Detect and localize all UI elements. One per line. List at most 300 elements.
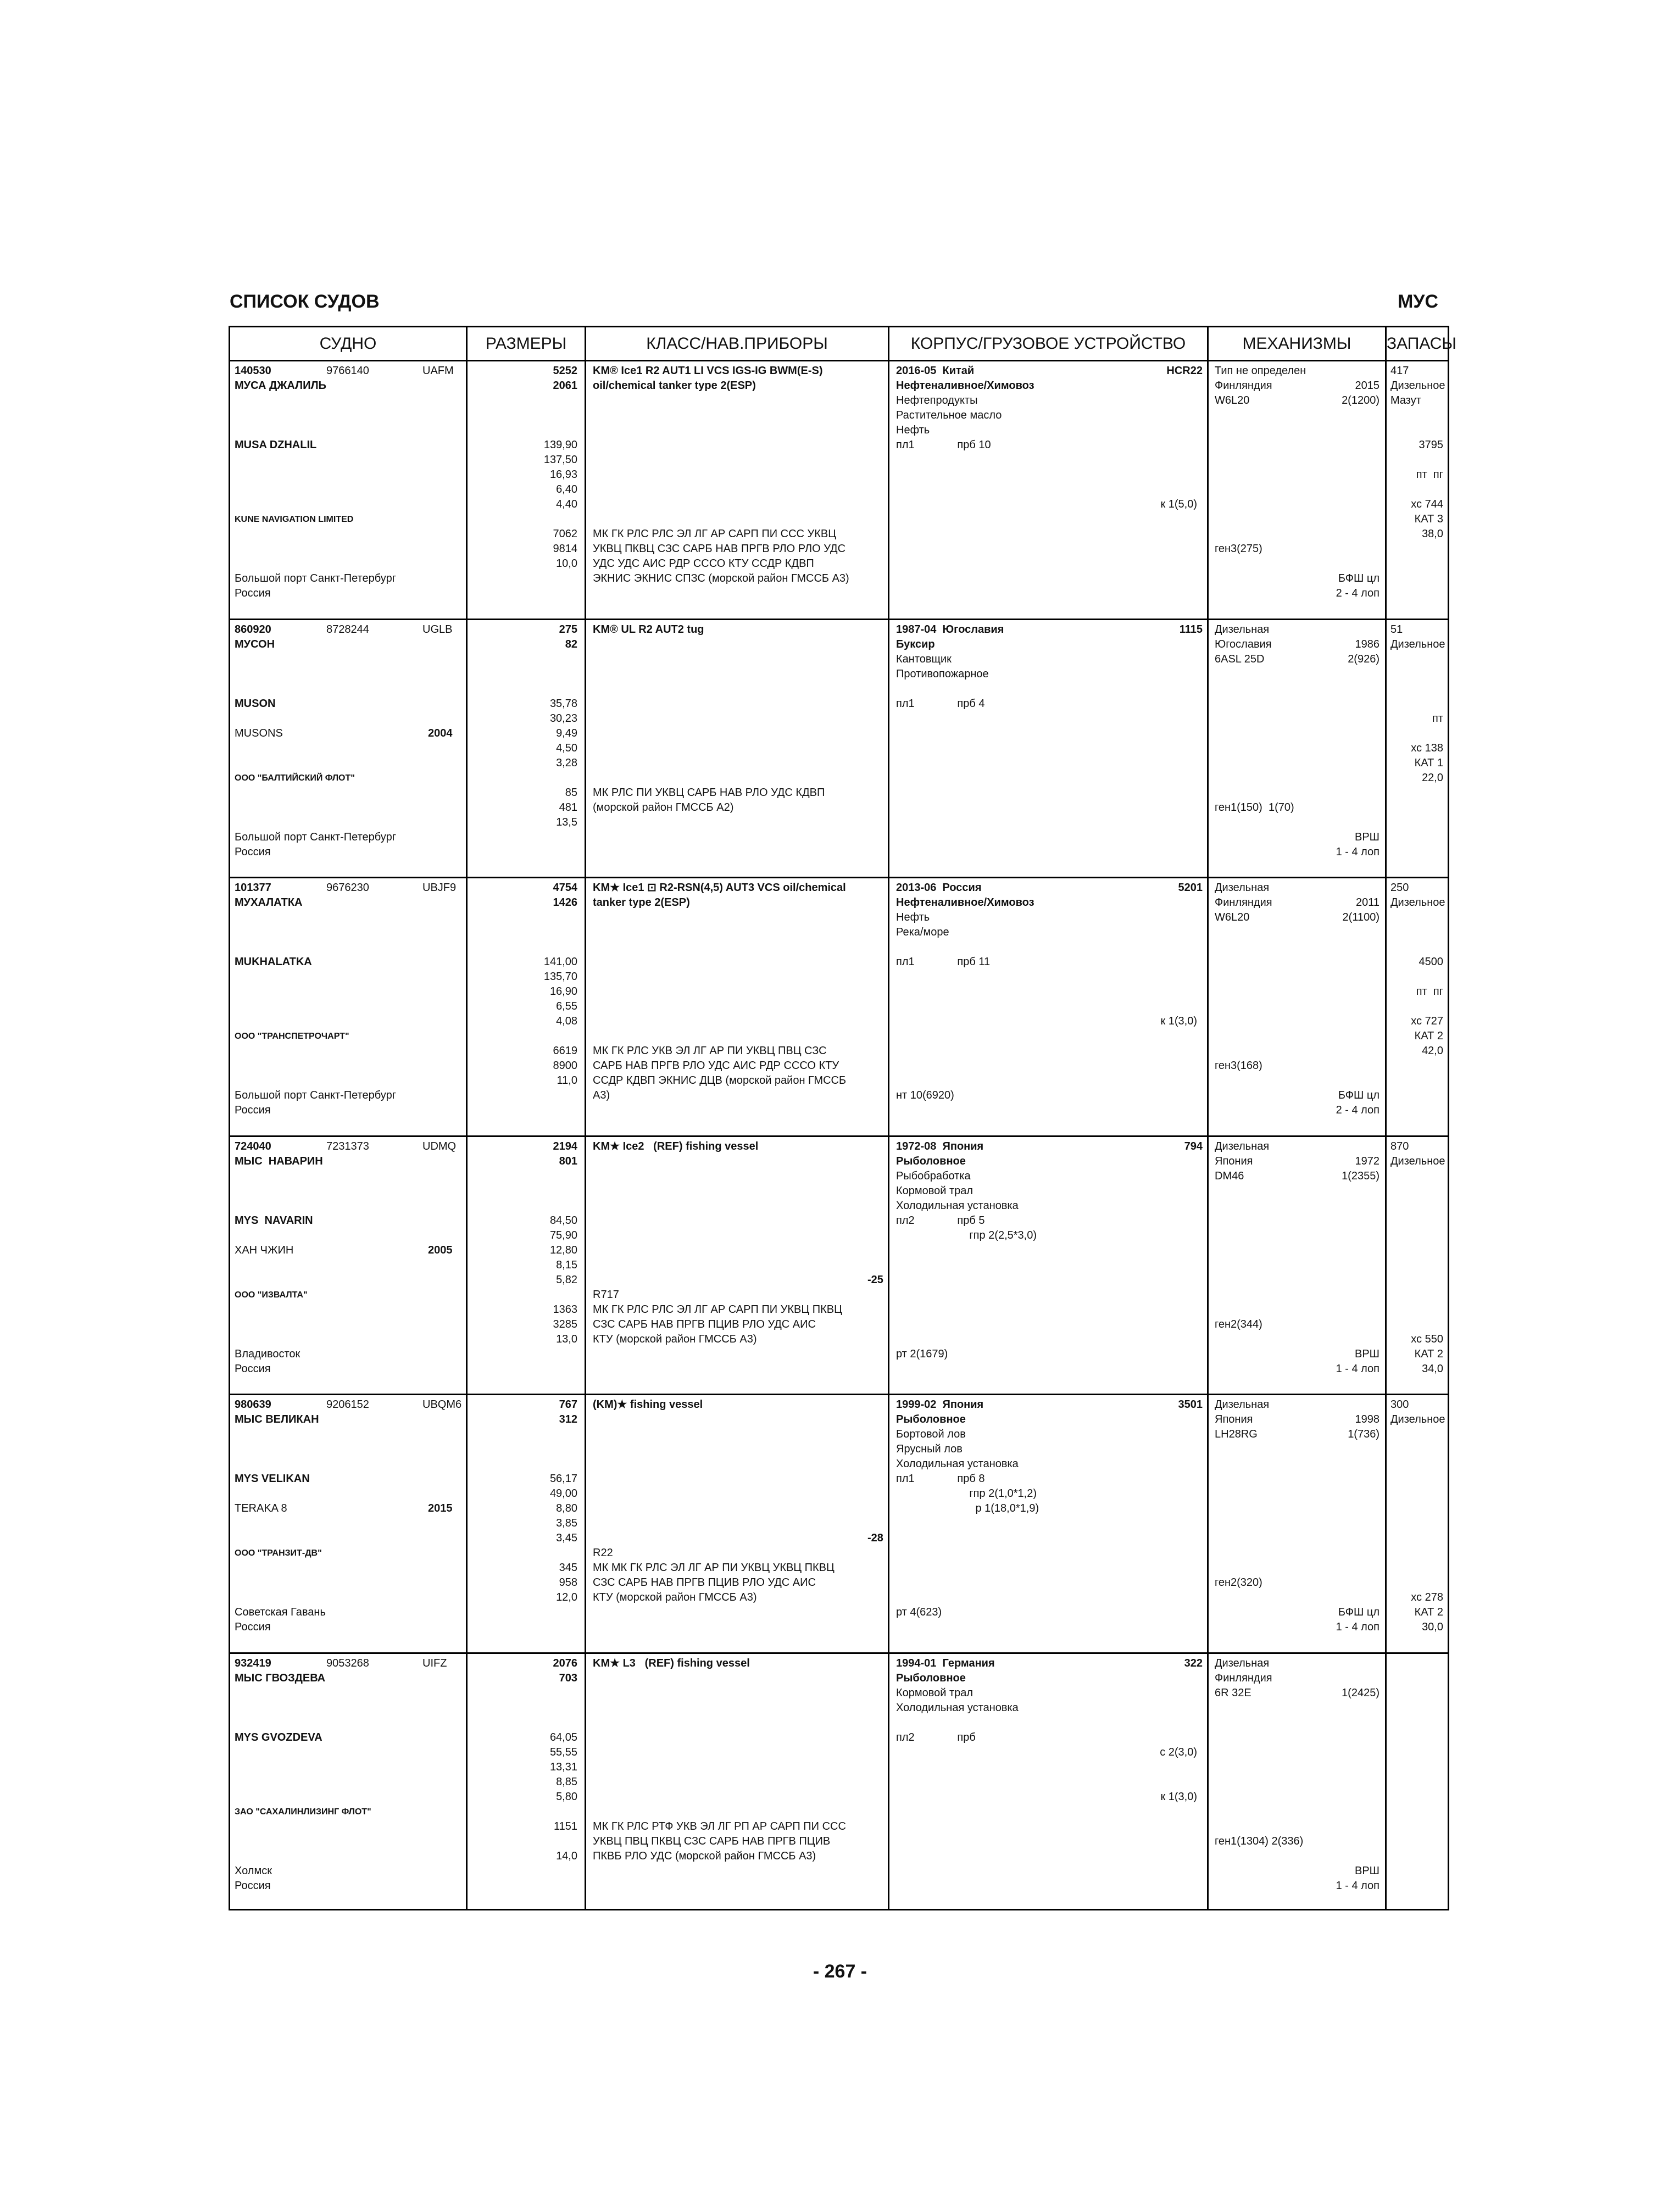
dimension-value: 141,00 bbox=[543, 956, 577, 968]
cargo-gear bbox=[1109, 1745, 1197, 1804]
hull-line bbox=[896, 940, 1034, 955]
owner-name: ООО "ИЗВАЛТА" bbox=[235, 1290, 308, 1300]
engine-line: Тип не определен bbox=[1215, 365, 1306, 377]
propeller-line: БФШ цл bbox=[1338, 1606, 1379, 1618]
nav-line: СЗС САРБ НАВ ПРГВ ПЦИВ РЛО УДС АИС bbox=[593, 1576, 816, 1589]
engine-details bbox=[1215, 1656, 1272, 1701]
dimension-value: 3,28 bbox=[556, 756, 577, 769]
dimension-value: 64,05 bbox=[549, 1731, 577, 1743]
ship-table bbox=[229, 326, 1456, 1910]
stores-line bbox=[1390, 482, 1443, 497]
reg-number: 101377 bbox=[235, 882, 271, 894]
engine-line: Финляндия bbox=[1215, 380, 1272, 392]
stores-line bbox=[1390, 925, 1443, 940]
hull-details bbox=[896, 1154, 1037, 1243]
dimension-value: 55,55 bbox=[549, 1746, 577, 1758]
propeller-line: ВРШ bbox=[1354, 831, 1379, 843]
stores-line bbox=[1390, 1531, 1443, 1546]
cargo-capacity: нт 10(6920) bbox=[896, 1089, 954, 1101]
tonnage bbox=[468, 1397, 577, 1427]
stores-line bbox=[1390, 1561, 1443, 1575]
stores-line: КАТ 2 bbox=[1414, 1606, 1443, 1618]
class-line: KM® UL R2 AUT2 tug bbox=[593, 623, 704, 636]
stores-line bbox=[1390, 940, 1443, 955]
col-header-stores: ЗАПАСЫ bbox=[1387, 335, 1456, 353]
dimension-value: 481 bbox=[559, 801, 577, 814]
hull-line: Кормовой трал bbox=[896, 1184, 973, 1197]
engine-values bbox=[1301, 364, 1379, 408]
hull-line: гпр 2(2,5*3,0) bbox=[896, 1229, 1037, 1241]
hull-line bbox=[896, 682, 989, 697]
generators: ген3(168) bbox=[1215, 1060, 1262, 1072]
col-header-hull: КОРПУС/ГРУЗОВОЕ УСТРОЙСТВО bbox=[889, 327, 1209, 360]
dimension-value: 12,0 bbox=[556, 1591, 577, 1603]
class-line: KM★ L3 (REF) fishing vessel bbox=[593, 1657, 750, 1669]
stores bbox=[1390, 622, 1443, 786]
tonnage-value: 767 bbox=[559, 1399, 577, 1411]
nav-equipment bbox=[593, 1819, 846, 1864]
dimension-value: 3,85 bbox=[556, 1517, 577, 1529]
stores-line bbox=[1390, 1199, 1443, 1213]
propeller-line: ВРШ bbox=[1354, 1347, 1379, 1360]
col-header-dimensions: РАЗМЕРЫ bbox=[468, 327, 586, 360]
former-name: MUSONS bbox=[235, 727, 283, 739]
dimension-value: 6,55 bbox=[556, 1000, 577, 1012]
hull-line: Нефтепродукты bbox=[896, 394, 978, 406]
table-header bbox=[230, 327, 1456, 361]
hull-line: пл1 прб 11 bbox=[896, 956, 991, 968]
hull-line: гпр 2(1,0*1,2) bbox=[896, 1488, 1037, 1500]
ship-record bbox=[230, 878, 1448, 1137]
tonnage-value: 4754 bbox=[553, 882, 577, 894]
imo-number: 8728244 bbox=[326, 623, 369, 636]
engine-line: Дизельная bbox=[1215, 882, 1270, 894]
owner-name: ООО "БАЛТИЙСКИЙ ФЛОТ" bbox=[235, 773, 355, 783]
dimension-value: 13,0 bbox=[556, 1333, 577, 1345]
engine-line: 6R 32E bbox=[1215, 1686, 1251, 1699]
country: Россия bbox=[235, 1621, 271, 1633]
dimension-value: 8900 bbox=[553, 1060, 577, 1072]
stores-line: 51 bbox=[1390, 623, 1403, 636]
nav-line: КТУ (морской район ГМССБ А3) bbox=[593, 1591, 757, 1603]
stores-line bbox=[1390, 1472, 1443, 1486]
propeller-line: 1 - 4 лоп bbox=[1336, 1621, 1379, 1633]
stores-line: 38,0 bbox=[1422, 528, 1443, 540]
tonnage-value: 275 bbox=[559, 623, 577, 636]
yard-number: 5201 bbox=[1178, 882, 1203, 894]
dimension-value: 137,50 bbox=[543, 454, 577, 466]
ship-name-lat: MUSA DZHALIL bbox=[235, 439, 317, 451]
home-port: Владивосток bbox=[235, 1347, 301, 1360]
stores-line: Дизельное bbox=[1390, 638, 1445, 650]
hull-line: Рыболовное bbox=[896, 1672, 966, 1684]
engine-values bbox=[1301, 1656, 1379, 1701]
engine-line: Дизельная bbox=[1215, 1140, 1270, 1152]
engine-line: Дизельная bbox=[1215, 1399, 1270, 1411]
cargo-gear-line: к 1(5,0) bbox=[1160, 498, 1197, 510]
stores-line bbox=[1390, 1575, 1443, 1590]
engine-line: W6L20 bbox=[1215, 394, 1250, 406]
engine-value: 1998 bbox=[1355, 1413, 1379, 1425]
hull-details bbox=[896, 378, 1034, 453]
reg-number: 860920 bbox=[235, 623, 271, 636]
propeller bbox=[1301, 1088, 1379, 1118]
nav-line: КТУ (морской район ГМССБ А3) bbox=[593, 1333, 757, 1345]
tonnage-value: 1426 bbox=[553, 896, 577, 909]
cargo-gear-line: к 1(3,0) bbox=[1160, 1790, 1197, 1803]
hull-line: пл1 прб 4 bbox=[896, 697, 985, 710]
hull-line: Рыбобработка bbox=[896, 1169, 971, 1182]
stores-line: КАТ 3 bbox=[1414, 513, 1443, 525]
col-header-machinery: МЕХАНИЗМЫ bbox=[1209, 327, 1387, 360]
class-notation bbox=[593, 622, 704, 637]
hull-line: Нефть bbox=[896, 424, 930, 436]
call-sign: UDMQ bbox=[422, 1140, 457, 1152]
engine-line: W6L20 bbox=[1215, 911, 1250, 923]
class-line: KM® Ice1 R2 AUT1 LI VCS IGS-IG BWM(E-S) bbox=[593, 365, 823, 377]
reg-number: 980639 bbox=[235, 1399, 271, 1411]
former-name-year: 2005 bbox=[428, 1244, 453, 1256]
home-port: Большой порт Санкт-Петербург bbox=[235, 572, 397, 584]
dimension-value: 16,93 bbox=[549, 469, 577, 481]
owner-name: KUNE NAVIGATION LIMITED bbox=[235, 515, 354, 524]
tonnage bbox=[468, 622, 577, 652]
stores-line: Дизельное bbox=[1390, 380, 1445, 392]
country: Россия bbox=[235, 1104, 271, 1116]
dimension-value: 10,0 bbox=[556, 558, 577, 570]
hull-line: Река/море bbox=[896, 926, 949, 938]
ship-name-ru: МЫС ГВОЗДЕВА bbox=[235, 1672, 326, 1684]
hull-line: Кантовщик bbox=[896, 653, 952, 665]
dimension-value: 35,78 bbox=[549, 697, 577, 710]
tonnage-value: 2076 bbox=[553, 1657, 577, 1669]
dimension-value: 14,0 bbox=[556, 1850, 577, 1862]
engine-value bbox=[1301, 364, 1379, 378]
call-sign: UBJF9 bbox=[422, 882, 457, 894]
engine-value: 2(1200) bbox=[1342, 394, 1379, 406]
dimension-value: 6619 bbox=[553, 1045, 577, 1057]
generators: ген2(344) bbox=[1215, 1318, 1262, 1330]
dimension-value bbox=[468, 1546, 577, 1561]
engine-values bbox=[1301, 1397, 1379, 1442]
build-date-place: 1994-01 Германия bbox=[896, 1657, 995, 1669]
dimension-value: 1363 bbox=[553, 1303, 577, 1316]
hull-line: Буксир bbox=[896, 638, 935, 650]
nav-line: ПКВБ РЛО УДС (морской район ГМССБ А3) bbox=[593, 1850, 816, 1862]
hull-line: р 1(18,0*1,9) bbox=[896, 1502, 1039, 1514]
ship-name-lat: MUSON bbox=[235, 697, 276, 710]
yard-number: 322 bbox=[1184, 1657, 1203, 1669]
stores-line bbox=[1390, 423, 1443, 438]
build-date-place: 1972-08 Япония bbox=[896, 1140, 984, 1152]
nav-line: МК ГК РЛС РЛС ЭЛ ЛГ АР САРП ПИ УКВЦ ПКВЦ bbox=[593, 1303, 842, 1316]
dimension-value: 3,45 bbox=[556, 1532, 577, 1544]
engine-value bbox=[1301, 1656, 1379, 1671]
engine-line: LH28RG bbox=[1215, 1428, 1258, 1440]
generators: ген3(275) bbox=[1215, 543, 1262, 555]
hull-details bbox=[896, 895, 1034, 970]
yard-number: 1115 bbox=[1179, 623, 1203, 636]
call-sign: UIFZ bbox=[422, 1657, 447, 1669]
engine-line: DM46 bbox=[1215, 1169, 1244, 1182]
hull-line: Растительное масло bbox=[896, 409, 1002, 421]
cargo-capacity: рт 2(1679) bbox=[896, 1347, 948, 1360]
cargo-capacity: рт 4(623) bbox=[896, 1606, 942, 1618]
propeller bbox=[1301, 830, 1379, 860]
dimension-value: 9,49 bbox=[556, 727, 577, 739]
nav-line: МК ГК РЛС РЛС ЭЛ ЛГ АР САРП ПИ ССС УКВЦ bbox=[593, 528, 837, 540]
stores-line bbox=[1390, 1302, 1443, 1317]
propeller bbox=[1301, 1605, 1379, 1635]
dimension-value: 8,15 bbox=[556, 1258, 577, 1271]
engine-value: 2(926) bbox=[1348, 653, 1379, 665]
propeller-line: 2 - 4 лоп bbox=[1336, 587, 1379, 599]
dimension-value: 8,80 bbox=[556, 1502, 577, 1514]
stores-line: КАТ 2 bbox=[1414, 1030, 1443, 1042]
hull-line bbox=[896, 1715, 1019, 1730]
engine-value: 1972 bbox=[1355, 1155, 1379, 1167]
hull-details bbox=[896, 1412, 1039, 1516]
former-name-year: 2004 bbox=[428, 727, 453, 739]
stores-line bbox=[1390, 1516, 1443, 1531]
hull-line: Нефть bbox=[896, 911, 930, 923]
tonnage-value: 312 bbox=[559, 1413, 577, 1425]
stores bbox=[1390, 1139, 1443, 1377]
imo-number: 9676230 bbox=[326, 882, 369, 894]
engine-line: Югославия bbox=[1215, 638, 1272, 650]
nav-equipment bbox=[593, 527, 849, 586]
engine-line: Дизельная bbox=[1215, 1657, 1270, 1669]
nav-line: УКВЦ ПКВЦ СЗС САРБ НАВ ПРГВ РЛО РЛО УДС bbox=[593, 543, 846, 555]
cargo-gear-line bbox=[1109, 1760, 1197, 1775]
build-date-place: 1987-04 Югославия bbox=[896, 623, 1004, 636]
stores-line: 42,0 bbox=[1422, 1045, 1443, 1057]
nav-line: МК ГК РЛС УКВ ЭЛ ЛГ АР ПИ УКВЦ ПВЦ СЗС bbox=[593, 1045, 827, 1057]
engine-value bbox=[1301, 622, 1379, 637]
engine-line: Япония bbox=[1215, 1413, 1253, 1425]
former-name-year: 2015 bbox=[428, 1502, 453, 1514]
hull-line: Ярусный лов bbox=[896, 1443, 963, 1455]
dimension-value: 11,0 bbox=[557, 1074, 577, 1087]
engine-line: Финляндия bbox=[1215, 1672, 1272, 1684]
nav-equipment bbox=[593, 1546, 835, 1605]
dimension-value: 6,40 bbox=[556, 483, 577, 495]
stores-line: Мазут bbox=[1390, 394, 1421, 406]
propeller-line: ВРШ bbox=[1354, 1864, 1379, 1877]
tonnage-value: 2194 bbox=[553, 1140, 577, 1152]
col-header-ship: СУДНО bbox=[230, 327, 468, 360]
class-temperature: -25 bbox=[867, 1273, 883, 1286]
ship-record bbox=[230, 1395, 1448, 1654]
stores-line bbox=[1390, 1243, 1443, 1258]
dimension-value bbox=[468, 1029, 577, 1044]
dimension-value: 13,5 bbox=[556, 816, 577, 828]
call-sign: UBQM6 bbox=[422, 1399, 462, 1411]
ship-name-lat: MYS GVOZDEVA bbox=[235, 1731, 322, 1743]
engine-line: Дизельная bbox=[1215, 623, 1270, 636]
owner-name: ЗАО "САХАЛИНЛИЗИНГ ФЛОТ" bbox=[235, 1807, 371, 1817]
col-header-class: КЛАСС/НАВ.ПРИБОРЫ bbox=[586, 327, 889, 360]
class-line: (KM)★ fishing vessel bbox=[593, 1399, 703, 1411]
dimension-value bbox=[468, 771, 577, 786]
call-sign: UGLB bbox=[422, 623, 453, 636]
nav-line: ЭКНИС ЭКНИС СПЗС (морской район ГМССБ А3) bbox=[593, 572, 849, 584]
nav-line: ССДР КДВП ЭКНИС ДЦВ (морской район ГМССБ bbox=[593, 1074, 847, 1087]
engine-values bbox=[1301, 1139, 1379, 1184]
dimension-value: 4,40 bbox=[556, 498, 577, 510]
stores-line bbox=[1390, 726, 1443, 741]
dimensions bbox=[468, 1472, 577, 1605]
nav-line: R22 bbox=[593, 1547, 613, 1559]
engine-value: 2011 bbox=[1355, 896, 1379, 909]
tonnage-value: 703 bbox=[559, 1672, 577, 1684]
stores-line bbox=[1390, 1258, 1443, 1273]
class-notation bbox=[593, 881, 846, 910]
propeller-line: 2 - 4 лоп bbox=[1336, 1104, 1379, 1116]
tonnage bbox=[468, 364, 577, 393]
stores-line bbox=[1390, 453, 1443, 467]
stores-line: 34,0 bbox=[1422, 1362, 1443, 1375]
dimension-value: 5,80 bbox=[556, 1790, 577, 1803]
propeller-line: 1 - 4 лоп bbox=[1336, 845, 1379, 858]
class-notation bbox=[593, 1656, 750, 1671]
stores-line: хс 550 bbox=[1411, 1333, 1443, 1345]
nav-equipment bbox=[593, 1288, 842, 1347]
page-number: - 267 - bbox=[813, 1961, 867, 1982]
propeller bbox=[1301, 1347, 1379, 1377]
stores-line bbox=[1390, 1288, 1443, 1302]
country: Россия bbox=[235, 587, 271, 599]
nav-line: УДС УДС АИС РДР СССО КТУ ССДР КДВП bbox=[593, 558, 814, 570]
imo-number: 9766140 bbox=[326, 365, 369, 377]
home-port: Большой порт Санкт-Петербург bbox=[235, 831, 397, 843]
stores-line: Дизельное bbox=[1390, 1413, 1445, 1425]
stores-line: пт bbox=[1432, 712, 1443, 725]
stores-line: пт пг bbox=[1416, 469, 1443, 481]
hull-line: Рыболовное bbox=[896, 1413, 966, 1425]
ship-record bbox=[230, 1137, 1448, 1396]
engine-details bbox=[1215, 1397, 1269, 1442]
engine-line: 6ASL 25D bbox=[1215, 653, 1265, 665]
class-line: KM★ Ice1 ⊡ R2-RSN(4,5) AUT3 VCS oil/chemical bbox=[593, 882, 846, 894]
nav-line: R717 bbox=[593, 1288, 619, 1301]
hull-line: Бортовой лов bbox=[896, 1428, 966, 1440]
class-notation bbox=[593, 364, 822, 393]
dimension-value: 13,31 bbox=[549, 1761, 577, 1773]
ship-name-ru: МЫС НАВАРИН bbox=[235, 1155, 323, 1167]
dimension-value: 30,23 bbox=[549, 712, 577, 725]
stores-line bbox=[1390, 910, 1443, 925]
dimension-value: 75,90 bbox=[549, 1229, 577, 1241]
nav-line: СЗС САРБ НАВ ПРГВ ПЦИВ РЛО УДС АИС bbox=[593, 1318, 816, 1330]
dimensions bbox=[468, 438, 577, 571]
stores-line bbox=[1390, 1501, 1443, 1516]
class-line: oil/chemical tanker type 2(ESP) bbox=[593, 380, 756, 392]
ship-name-lat: MYS NAVARIN bbox=[235, 1214, 313, 1227]
tonnage-value: 5252 bbox=[553, 365, 577, 377]
dimension-value: 16,90 bbox=[549, 985, 577, 998]
engine-value: 1(2425) bbox=[1342, 1686, 1379, 1699]
stores-line bbox=[1390, 1169, 1443, 1184]
country: Россия bbox=[235, 1362, 271, 1375]
generators: ген1(150) 1(70) bbox=[1215, 801, 1294, 814]
dimension-value: 84,50 bbox=[549, 1214, 577, 1227]
nav-equipment bbox=[593, 1044, 846, 1103]
former-name: ХАН ЧЖИН bbox=[235, 1244, 294, 1256]
stores-line bbox=[1390, 1486, 1443, 1501]
tonnage-value: 801 bbox=[559, 1155, 577, 1167]
imo-number: 7231373 bbox=[326, 1140, 369, 1152]
engine-value bbox=[1301, 1139, 1379, 1154]
nav-line: (морской район ГМССБ А2) bbox=[593, 801, 734, 814]
yard-number: 794 bbox=[1184, 1140, 1203, 1152]
engine-value bbox=[1301, 881, 1379, 895]
dimension-value: 4,50 bbox=[556, 742, 577, 754]
engine-value: 1(736) bbox=[1348, 1428, 1379, 1440]
stores-line: КАТ 2 bbox=[1414, 1347, 1443, 1360]
hull-line: Нефтеналивное/Химовоз bbox=[896, 896, 1034, 909]
engine-value: 2(1100) bbox=[1342, 911, 1379, 923]
engine-value: 1(2355) bbox=[1342, 1169, 1379, 1182]
dimension-value: 85 bbox=[565, 786, 577, 799]
stores-line bbox=[1390, 697, 1443, 711]
ship-name-lat: MYS VELIKAN bbox=[235, 1473, 310, 1485]
nav-equipment bbox=[593, 786, 825, 815]
stores-line bbox=[1390, 1546, 1443, 1561]
stores-line bbox=[1390, 408, 1443, 423]
stores-line bbox=[1390, 1317, 1443, 1332]
stores-line: 250 bbox=[1390, 882, 1409, 894]
engine-values bbox=[1301, 881, 1379, 925]
dimensions bbox=[468, 1730, 577, 1864]
ship-record bbox=[230, 1654, 1448, 1913]
generators: ген2(320) bbox=[1215, 1576, 1262, 1589]
engine-line: Япония bbox=[1215, 1155, 1253, 1167]
tonnage bbox=[468, 881, 577, 910]
owner-name: ООО "ТРАНЗИТ-ДВ" bbox=[235, 1548, 322, 1558]
propeller bbox=[1301, 571, 1379, 601]
stores-line bbox=[1390, 667, 1443, 682]
dimension-value: 1151 bbox=[553, 1820, 577, 1832]
dimension-value bbox=[468, 1804, 577, 1819]
engine-details bbox=[1215, 1139, 1269, 1184]
stores-line bbox=[1390, 1273, 1443, 1288]
dimension-value bbox=[468, 512, 577, 527]
yard-number: 3501 bbox=[1178, 1399, 1203, 1411]
engine-line: Финляндия bbox=[1215, 896, 1272, 909]
tonnage-value: 2061 bbox=[553, 380, 577, 392]
cargo-gear-line bbox=[1109, 1775, 1197, 1790]
ship-name-lat: MUKHALATKA bbox=[235, 956, 312, 968]
class-notation bbox=[593, 1397, 703, 1412]
dimension-value: 12,80 bbox=[549, 1244, 577, 1256]
stores bbox=[1390, 881, 1443, 1059]
yard-number: HCR22 bbox=[1166, 365, 1203, 377]
home-port: Холмск bbox=[235, 1864, 272, 1877]
dimension-value: 3285 bbox=[553, 1318, 577, 1330]
engine-value: 2015 bbox=[1355, 380, 1379, 392]
ship-record bbox=[230, 361, 1448, 620]
stores-line: КАТ 1 bbox=[1414, 756, 1443, 769]
stores bbox=[1390, 364, 1443, 542]
stores-line bbox=[1390, 999, 1443, 1014]
dimension-value: 9814 bbox=[553, 543, 577, 555]
hull-line: Рыболовное bbox=[896, 1155, 966, 1167]
engine-value bbox=[1301, 1397, 1379, 1412]
ship-name-ru: МУСА ДЖАЛИЛЬ bbox=[235, 380, 326, 392]
dimension-value: 8,85 bbox=[556, 1775, 577, 1788]
stores-line: Дизельное bbox=[1390, 896, 1445, 909]
